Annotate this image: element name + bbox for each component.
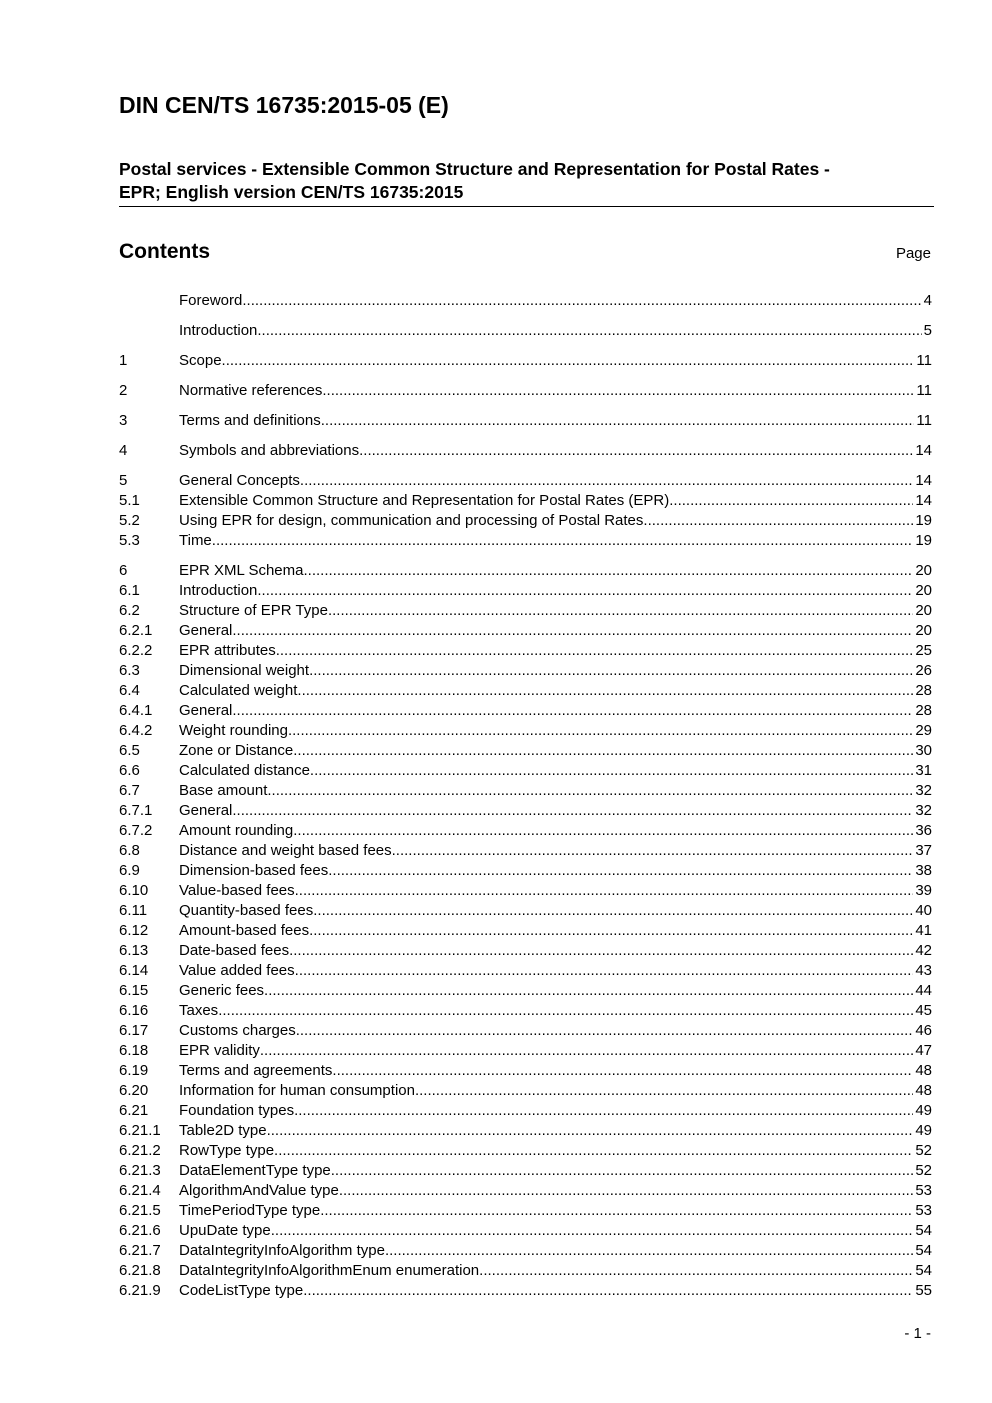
toc-leader xyxy=(339,1181,913,1201)
toc-leader xyxy=(332,1061,913,1081)
toc-entry[interactable] xyxy=(119,581,932,601)
toc-leader xyxy=(276,641,914,661)
toc-page: 28 xyxy=(915,682,932,699)
toc-leader xyxy=(232,621,913,641)
toc-leader xyxy=(300,471,913,491)
toc-number: 6.20 xyxy=(119,1082,149,1099)
toc-page: 41 xyxy=(915,922,932,939)
toc-page: 11 xyxy=(916,352,932,369)
toc-number: 6.10 xyxy=(119,882,149,899)
toc-leader xyxy=(309,661,913,681)
toc-title: Calculated distance xyxy=(179,762,310,779)
toc-number: 6.5 xyxy=(119,742,140,759)
toc-title: Structure of EPR Type xyxy=(179,602,328,619)
toc-leader xyxy=(274,1141,913,1161)
toc-leader xyxy=(310,761,913,781)
toc-entry[interactable] xyxy=(119,351,932,371)
toc-entry[interactable] xyxy=(119,761,932,781)
toc-title: Scope xyxy=(179,352,222,369)
toc-entry[interactable] xyxy=(119,491,932,511)
toc-page: 52 xyxy=(915,1142,932,1159)
toc-page: 53 xyxy=(915,1202,932,1219)
toc-number: 6.3 xyxy=(119,662,140,679)
toc-leader xyxy=(669,491,913,511)
toc-page: 54 xyxy=(915,1242,932,1259)
toc-entry[interactable] xyxy=(119,641,932,661)
toc-number: 6.21.4 xyxy=(119,1182,161,1199)
toc-number: 6.12 xyxy=(119,922,149,939)
toc-number: 6.7.1 xyxy=(119,802,153,819)
toc-entry[interactable] xyxy=(119,1061,932,1081)
toc-leader xyxy=(328,601,913,621)
toc-page: 48 xyxy=(915,1082,932,1099)
toc-title: CodeListType type xyxy=(179,1282,304,1299)
toc-leader xyxy=(385,1241,913,1261)
subtitle-line-1: Postal services - Extensible Common Structure and Representation for Postal Rates - xyxy=(119,159,830,179)
toc-entry[interactable] xyxy=(119,701,932,721)
toc-title: Distance and weight based fees xyxy=(179,842,392,859)
toc-number: 5 xyxy=(119,472,128,489)
toc-entry[interactable] xyxy=(119,1021,932,1041)
toc-entry[interactable] xyxy=(119,321,932,341)
toc-entry[interactable] xyxy=(119,941,932,961)
toc-number: 6.21.2 xyxy=(119,1142,161,1159)
toc-page: 37 xyxy=(915,842,932,859)
toc-page: 19 xyxy=(915,512,932,529)
toc-leader xyxy=(264,981,913,1001)
toc-entry[interactable] xyxy=(119,1161,932,1181)
toc-number: 6.7.2 xyxy=(119,822,153,839)
toc-page: 48 xyxy=(915,1062,932,1079)
toc-leader xyxy=(267,781,913,801)
toc-leader xyxy=(260,1041,913,1061)
toc-entry[interactable] xyxy=(119,561,932,581)
toc-title: Quantity-based fees xyxy=(179,902,314,919)
toc-entry[interactable] xyxy=(119,601,932,621)
toc-title: TimePeriodType type xyxy=(179,1202,321,1219)
toc-leader xyxy=(293,821,913,841)
toc-number: 6.13 xyxy=(119,942,149,959)
page-column-label: Page xyxy=(895,245,931,262)
toc-title: EPR XML Schema xyxy=(179,562,304,579)
toc-title: Using EPR for design, communication and processing of Postal Rates xyxy=(179,512,644,529)
toc-leader xyxy=(392,841,914,861)
toc-leader xyxy=(320,1201,913,1221)
table-of-contents xyxy=(119,291,932,1301)
toc-number: 6 xyxy=(119,562,128,579)
toc-leader xyxy=(479,1261,913,1281)
toc-leader xyxy=(331,1161,914,1181)
toc-title: Information for human consumption xyxy=(179,1082,415,1099)
toc-number: 6.21.7 xyxy=(119,1242,161,1259)
toc-title: Dimension-based fees xyxy=(179,862,329,879)
toc-entry[interactable] xyxy=(119,901,932,921)
toc-page: 20 xyxy=(915,562,932,579)
toc-leader xyxy=(218,1001,913,1021)
toc-number: 6.9 xyxy=(119,862,140,879)
toc-number: 5.3 xyxy=(119,532,140,549)
toc-leader xyxy=(322,381,914,401)
toc-leader xyxy=(242,291,921,311)
toc-entry[interactable] xyxy=(119,921,932,941)
toc-leader xyxy=(289,941,913,961)
toc-number: 6.21.9 xyxy=(119,1282,161,1299)
toc-title: Weight rounding xyxy=(179,722,288,739)
toc-leader xyxy=(415,1081,913,1101)
toc-page: 36 xyxy=(915,822,932,839)
toc-leader xyxy=(267,1121,914,1141)
toc-page: 11 xyxy=(916,382,932,399)
toc-title: DataIntegrityInfoAlgorithmEnum enumeration xyxy=(179,1262,480,1279)
toc-entry[interactable] xyxy=(119,1081,932,1101)
toc-leader xyxy=(309,921,913,941)
toc-page: 49 xyxy=(915,1122,932,1139)
toc-page: 45 xyxy=(915,1002,932,1019)
toc-entry[interactable] xyxy=(119,861,932,881)
toc-leader xyxy=(288,721,913,741)
toc-page: 14 xyxy=(915,492,932,509)
toc-number: 6.21.3 xyxy=(119,1162,161,1179)
toc-title: Extensible Common Structure and Representation for Postal Rates (EPR) xyxy=(179,492,670,509)
toc-entry[interactable] xyxy=(119,1261,932,1281)
toc-number: 6.4.1 xyxy=(119,702,153,719)
toc-number: 3 xyxy=(119,412,128,429)
toc-page: 49 xyxy=(915,1102,932,1119)
toc-page: 5 xyxy=(923,322,932,339)
toc-page: 46 xyxy=(915,1022,932,1039)
toc-page: 19 xyxy=(915,532,932,549)
toc-title: General xyxy=(179,702,233,719)
toc-page: 43 xyxy=(915,962,932,979)
toc-entry[interactable] xyxy=(119,1041,932,1061)
toc-leader xyxy=(293,741,913,761)
toc-title: Calculated weight xyxy=(179,682,298,699)
toc-entry[interactable] xyxy=(119,1001,932,1021)
toc-page: 32 xyxy=(915,802,932,819)
toc-number: 6.8 xyxy=(119,842,140,859)
toc-leader xyxy=(313,901,913,921)
toc-title: Table2D type xyxy=(179,1122,267,1139)
toc-entry[interactable] xyxy=(119,721,932,741)
toc-number: 6.21.6 xyxy=(119,1222,161,1239)
toc-page: 20 xyxy=(915,622,932,639)
toc-entry[interactable] xyxy=(119,781,932,801)
toc-title: Introduction xyxy=(179,322,258,339)
toc-number: 6.2 xyxy=(119,602,140,619)
toc-number: 6.21.5 xyxy=(119,1202,161,1219)
toc-entry[interactable] xyxy=(119,291,932,311)
page-number: - 1 - xyxy=(904,1325,931,1342)
toc-title: Value added fees xyxy=(179,962,295,979)
toc-page: 53 xyxy=(915,1182,932,1199)
toc-number: 6.21 xyxy=(119,1102,149,1119)
toc-title: DataElementType type xyxy=(179,1162,331,1179)
toc-leader xyxy=(271,1221,914,1241)
toc-leader xyxy=(304,561,914,581)
toc-page: 20 xyxy=(915,602,932,619)
toc-leader xyxy=(232,801,913,821)
toc-number: 6.1 xyxy=(119,582,140,599)
toc-page: 29 xyxy=(915,722,932,739)
toc-leader xyxy=(295,961,914,981)
toc-leader xyxy=(294,1101,913,1121)
toc-page: 55 xyxy=(915,1282,932,1299)
toc-number: 6.14 xyxy=(119,962,149,979)
toc-number: 4 xyxy=(119,442,128,459)
toc-leader xyxy=(295,881,914,901)
toc-title: General xyxy=(179,802,233,819)
toc-page: 14 xyxy=(915,442,932,459)
toc-page: 54 xyxy=(915,1262,932,1279)
toc-entry[interactable] xyxy=(119,1221,932,1241)
toc-title: EPR attributes xyxy=(179,642,276,659)
toc-title: General Concepts xyxy=(179,472,300,489)
toc-leader xyxy=(297,681,913,701)
toc-number: 5.2 xyxy=(119,512,140,529)
toc-leader xyxy=(643,511,913,531)
toc-title: Normative references xyxy=(179,382,323,399)
toc-page: 52 xyxy=(915,1162,932,1179)
toc-number: 6.16 xyxy=(119,1002,149,1019)
toc-entry[interactable] xyxy=(119,981,932,1001)
toc-entry[interactable] xyxy=(119,1181,932,1201)
toc-page: 39 xyxy=(915,882,932,899)
toc-number: 6.4 xyxy=(119,682,140,699)
toc-page: 28 xyxy=(915,702,932,719)
toc-title: RowType type xyxy=(179,1142,275,1159)
toc-page: 14 xyxy=(915,472,932,489)
toc-number: 2 xyxy=(119,382,128,399)
toc-entry[interactable] xyxy=(119,1201,932,1221)
toc-leader xyxy=(257,321,921,341)
toc-page: 31 xyxy=(915,762,932,779)
toc-title: Terms and definitions xyxy=(179,412,321,429)
toc-title: Taxes xyxy=(179,1002,219,1019)
toc-page: 47 xyxy=(915,1042,932,1059)
title-divider xyxy=(119,206,934,207)
toc-leader xyxy=(222,351,915,371)
toc-number: 5.1 xyxy=(119,492,140,509)
toc-leader xyxy=(303,1281,913,1301)
toc-leader xyxy=(212,531,914,551)
toc-page: 11 xyxy=(916,412,932,429)
document-subtitle xyxy=(119,158,933,206)
toc-entry[interactable] xyxy=(119,1121,932,1141)
toc-page: 25 xyxy=(915,642,932,659)
contents-heading: Contents xyxy=(119,240,210,263)
toc-page: 42 xyxy=(915,942,932,959)
toc-number: 6.21.8 xyxy=(119,1262,161,1279)
toc-number: 6.2.2 xyxy=(119,642,153,659)
toc-page: 20 xyxy=(915,582,932,599)
toc-entry[interactable] xyxy=(119,881,932,901)
toc-title: Introduction xyxy=(179,582,258,599)
toc-number: 6.15 xyxy=(119,982,149,999)
toc-number: 6.4.2 xyxy=(119,722,153,739)
toc-number: 6.6 xyxy=(119,762,140,779)
toc-entry[interactable] xyxy=(119,661,932,681)
toc-entry[interactable] xyxy=(119,841,932,861)
toc-title: AlgorithmAndValue type xyxy=(179,1182,339,1199)
toc-entry[interactable] xyxy=(119,1241,932,1261)
toc-leader xyxy=(359,441,913,461)
toc-title: Value-based fees xyxy=(179,882,295,899)
toc-entry[interactable] xyxy=(119,821,932,841)
toc-leader xyxy=(232,701,913,721)
toc-leader xyxy=(257,581,913,601)
toc-page: 54 xyxy=(915,1222,932,1239)
document-id: DIN CEN/TS 16735:2015-05 (E) xyxy=(119,92,449,118)
toc-title: Base amount xyxy=(179,782,268,799)
toc-page: 4 xyxy=(923,292,932,309)
toc-page: 40 xyxy=(915,902,932,919)
toc-page: 32 xyxy=(915,782,932,799)
toc-entry[interactable] xyxy=(119,531,932,551)
toc-page: 44 xyxy=(915,982,932,999)
toc-title: Foreword xyxy=(179,292,243,309)
toc-entry[interactable] xyxy=(119,621,932,641)
toc-number: 6.21.1 xyxy=(119,1122,161,1139)
toc-entry[interactable] xyxy=(119,1281,932,1301)
toc-entry[interactable] xyxy=(119,741,932,761)
toc-leader xyxy=(328,861,913,881)
toc-entry[interactable] xyxy=(119,411,932,431)
toc-title: Symbols and abbreviations xyxy=(179,442,360,459)
toc-number: 6.11 xyxy=(119,902,148,919)
toc-title: UpuDate type xyxy=(179,1222,271,1239)
toc-title: Generic fees xyxy=(179,982,265,999)
toc-title: Customs charges xyxy=(179,1022,296,1039)
toc-title: General xyxy=(179,622,233,639)
toc-number: 6.17 xyxy=(119,1022,149,1039)
toc-entry[interactable] xyxy=(119,381,932,401)
toc-title: Dimensional weight xyxy=(179,662,310,679)
toc-entry[interactable] xyxy=(119,1101,932,1121)
toc-entry[interactable] xyxy=(119,441,932,461)
toc-entry[interactable] xyxy=(119,471,932,491)
toc-number: 6.2.1 xyxy=(119,622,153,639)
toc-page: 26 xyxy=(915,662,932,679)
toc-title: Amount rounding xyxy=(179,822,294,839)
toc-title: Amount-based fees xyxy=(179,922,310,939)
toc-page: 30 xyxy=(915,742,932,759)
toc-title: Terms and agreements xyxy=(179,1062,333,1079)
toc-page: 38 xyxy=(915,862,932,879)
toc-leader xyxy=(296,1021,914,1041)
toc-number: 6.19 xyxy=(119,1062,149,1079)
toc-number: 6.7 xyxy=(119,782,140,799)
subtitle-line-2: EPR; English version CEN/TS 16735:2015 xyxy=(119,182,464,202)
toc-entry[interactable] xyxy=(119,961,932,981)
toc-leader xyxy=(321,411,915,431)
toc-entry[interactable] xyxy=(119,511,932,531)
toc-entry[interactable] xyxy=(119,801,932,821)
toc-entry[interactable] xyxy=(119,681,932,701)
toc-title: EPR validity xyxy=(179,1042,260,1059)
toc-title: Date-based fees xyxy=(179,942,290,959)
toc-entry[interactable] xyxy=(119,1141,932,1161)
toc-title: Time xyxy=(179,532,212,549)
toc-number: 1 xyxy=(119,352,128,369)
toc-title: Foundation types xyxy=(179,1102,295,1119)
toc-number: 6.18 xyxy=(119,1042,149,1059)
toc-title: DataIntegrityInfoAlgorithm type xyxy=(179,1242,385,1259)
toc-title: Zone or Distance xyxy=(179,742,294,759)
